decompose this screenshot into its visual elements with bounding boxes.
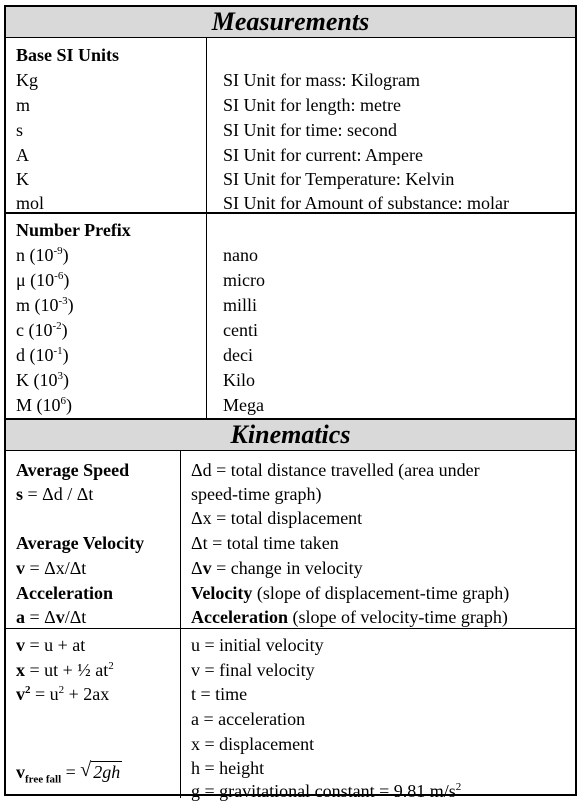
definition-line: Δd = total distance travelled (area under xyxy=(191,460,480,480)
measurements-title: Measurements xyxy=(6,7,575,38)
prefix-symbol: K $(10^3)$ xyxy=(16,370,69,390)
free-fall-equation: $v_{free fall}$ = √ 2gh xyxy=(16,759,121,786)
prefix-name: micro xyxy=(223,270,265,290)
definition-line: Δx = total displacement xyxy=(191,508,363,528)
average-speed-heading: Average Speed xyxy=(16,460,130,480)
average-velocity-heading: Average Velocity xyxy=(16,533,145,553)
definition-line: speed-time graph) xyxy=(191,484,322,504)
si-symbol: Kg xyxy=(16,70,38,90)
variable-definition: t = time xyxy=(191,684,248,704)
prefix-name: nano xyxy=(223,245,258,265)
prefix-symbol: m $(10^{-3})$ xyxy=(16,295,74,315)
variable-definition: h = height xyxy=(191,758,265,778)
prefix-symbol: n $(10^{-9})$ xyxy=(16,245,69,265)
si-symbol: mol xyxy=(16,193,45,213)
prefix-name: Kilo xyxy=(223,370,256,390)
variable-definition: a = acceleration xyxy=(191,709,306,729)
base-si-heading: Base SI Units xyxy=(16,45,120,65)
prefix-name: milli xyxy=(223,295,258,315)
prefix-heading: Number Prefix xyxy=(16,220,131,240)
si-description: SI Unit for Amount of substance: molar xyxy=(223,193,509,213)
prefix-name: deci xyxy=(223,345,253,365)
section-divider xyxy=(6,212,575,214)
si-description: SI Unit for length: metre xyxy=(223,95,401,115)
kinematics-title: Kinematics xyxy=(6,418,575,451)
definition-line: Δt = total time taken xyxy=(191,533,339,553)
prefix-symbol: d $(10^{-1})$ xyxy=(16,345,69,365)
average-speed-formula: s = Δd / Δt xyxy=(16,484,94,504)
kinematics-column-divider xyxy=(180,451,181,798)
si-symbol: A xyxy=(16,145,29,165)
si-symbol: m xyxy=(16,95,31,115)
measurements-column-divider xyxy=(206,38,207,214)
prefix-name: Mega xyxy=(223,395,264,415)
formula-sheet xyxy=(4,5,577,801)
definition-line: Acceleration (slope of velocity-time graph) xyxy=(191,607,508,627)
variable-definition: v = final velocity xyxy=(191,660,315,680)
prefix-symbol: c $(10^{-2})$ xyxy=(16,320,68,340)
si-description: SI Unit for Temperature: Kelvin xyxy=(223,169,455,189)
prefix-symbol: μ $(10^{-6})$ xyxy=(16,270,70,290)
suvat-equation: $v^2 = u^2 + 2ax$ xyxy=(16,684,110,704)
si-symbol: s xyxy=(16,120,24,140)
si-description: SI Unit for mass: Kilogram xyxy=(223,70,420,90)
definition-line: Velocity (slope of displacement-time graph) xyxy=(191,583,510,603)
variable-definition: u = initial velocity xyxy=(191,635,324,655)
square-root: √ 2gh xyxy=(80,759,121,782)
si-description: SI Unit for time: second xyxy=(223,120,397,140)
section-divider xyxy=(6,628,575,629)
average-velocity-formula: v = Δx/Δt xyxy=(16,558,87,578)
variable-definition: x = displacement xyxy=(191,734,315,754)
radical-sign-icon: √ xyxy=(80,759,92,781)
suvat-equation: v = u + at xyxy=(16,635,86,655)
acceleration-formula: a = Δv/Δt xyxy=(16,607,87,627)
prefix-name: centi xyxy=(223,320,258,340)
prefix-column-divider xyxy=(206,214,207,418)
acceleration-heading: Acceleration xyxy=(16,583,113,603)
si-symbol: K xyxy=(16,169,29,189)
definition-line: Δv = change in velocity xyxy=(191,558,363,578)
prefix-symbol: M $(10^6)$ xyxy=(16,395,72,415)
gravity-definition: g = gravitational constant = 9.81 $m/s^2$ xyxy=(191,781,462,801)
suvat-equation: x = ut + ½ $at^2$ xyxy=(16,660,114,680)
si-description: SI Unit for current: Ampere xyxy=(223,145,423,165)
